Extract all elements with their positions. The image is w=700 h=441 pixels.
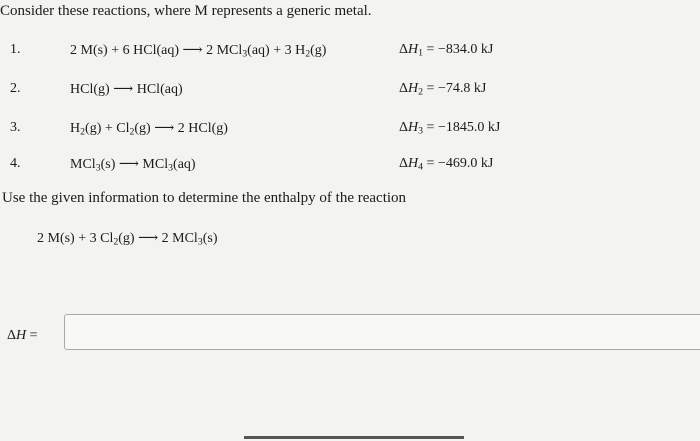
- reaction-3-equation: $H_2(g) + Cl_2(g)$ ⟶ 2 HCl(g): [70, 121, 228, 138]
- reaction-4-equation: MCl$_3$(s) ⟶ MCl$_3$(aq): [70, 157, 196, 174]
- bottom-divider: [244, 436, 464, 439]
- question-text: Use the given information to determine the enthalpy of the reaction: [2, 190, 407, 206]
- reaction-3-enthalpy: $\Delta H_3 = -1845.0$ kJ: [399, 120, 501, 137]
- target-reaction: 2 M(s) + 3 $Cl_2(g)$ ⟶ 2 MCl$_3$(s): [37, 231, 218, 248]
- reaction-1-equation: 2 M(s) + 6 HCl(aq) ⟶ 2 MCl$_3$(aq) + 3 $H_2(g)$: [70, 43, 327, 60]
- intro-text: Consider these reactions, where M represents a generic metal.: [0, 3, 372, 19]
- reaction-2-number: 2.: [10, 81, 21, 96]
- reaction-2-equation: HCl(g) ⟶ HCl(aq): [70, 82, 183, 97]
- answer-input[interactable]: [64, 314, 700, 350]
- reaction-4-enthalpy: $\Delta H_4 = -469.0$ kJ: [399, 156, 494, 173]
- reaction-1-enthalpy: $\Delta H_1 = -834.0$ kJ: [399, 42, 494, 59]
- reaction-2-enthalpy: $\Delta H_2 = -74.8$ kJ: [399, 81, 487, 98]
- reaction-3-number: 3.: [10, 120, 21, 135]
- reaction-4-number: 4.: [10, 156, 21, 171]
- answer-label: ΔH =: [7, 328, 38, 343]
- reaction-1-number: 1.: [10, 42, 21, 57]
